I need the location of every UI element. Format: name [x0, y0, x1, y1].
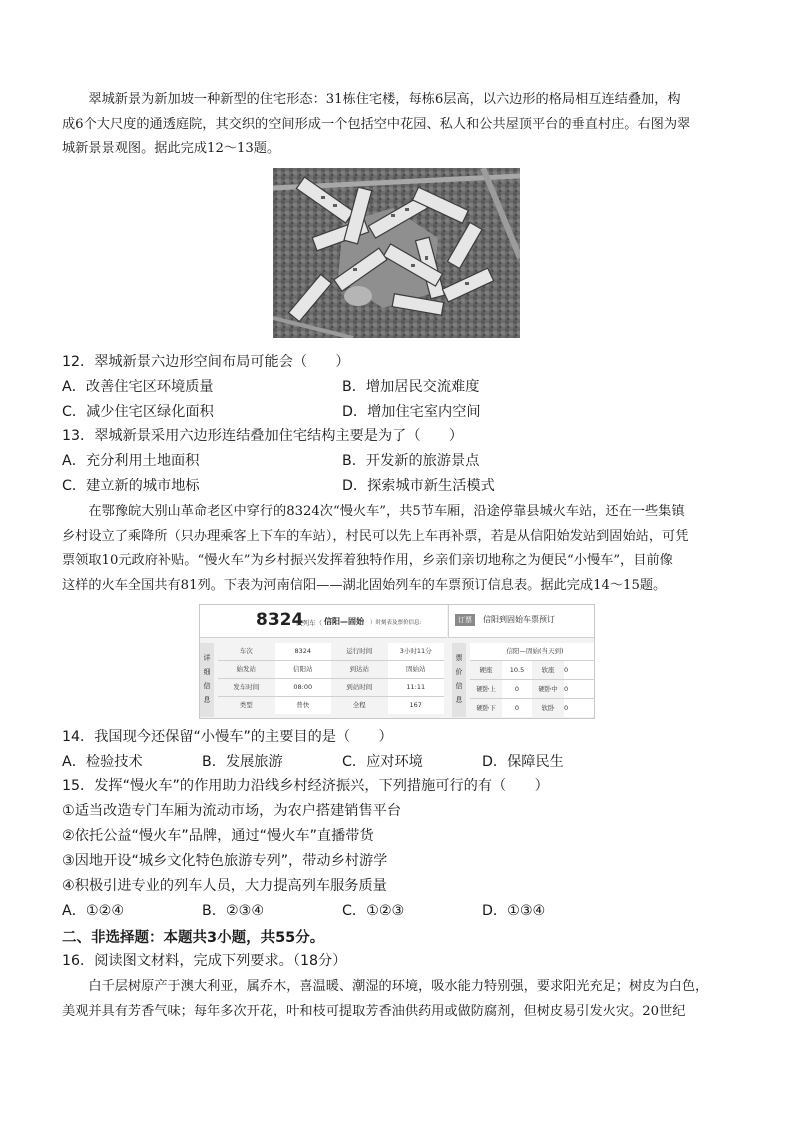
- q16-line2: 美观并具有芳香气味；每年多次开花，叶和枝可提取芳香油供药用或做防腐剂，但树皮易引发火灾。20世纪: [62, 1003, 686, 1019]
- q12-option-c: C．减少住宅区绿化面积: [62, 404, 214, 420]
- price-cell: 0: [564, 699, 594, 717]
- price-cell: 硬卧上: [476, 685, 496, 693]
- q12-option-a: A．改善住宅区环境质量: [62, 379, 214, 395]
- q15-statement-1: ①适当改造专门车厢为流动市场，为农户搭建销售平台: [62, 803, 402, 819]
- ticket-info-table: [199, 604, 595, 719]
- q13-option-a: A．充分利用土地面积: [62, 453, 200, 469]
- intro2-line4: 这样的火车全国共有81列。下表为河南信阳——湖北固始列车的车票预订信息表。据此完成14～15题。: [62, 577, 667, 593]
- ticket-right-title: 信阳到固始车票预订: [483, 615, 555, 624]
- schedule-row: [218, 679, 444, 697]
- price-cell: 0: [502, 680, 532, 698]
- side-right-char-4: 息: [455, 696, 463, 704]
- price-header: 信阳—固始(当天到): [470, 643, 595, 661]
- aerial-photo: [273, 168, 520, 338]
- intro1-line3: 城新景景观图。据此完成12～13题。: [62, 141, 281, 156]
- schedule-cell: 8324: [275, 643, 332, 660]
- aerial-photo-graphic: [273, 168, 520, 338]
- ticket-header-left: [200, 605, 447, 638]
- q15-option-a: A．①②④: [62, 903, 125, 919]
- q14-option-a: A．检验技术: [62, 754, 143, 770]
- q13-option-d: D．探索城市新生活模式: [342, 478, 495, 494]
- side-left-char-4: 息: [203, 696, 211, 704]
- q12-option-d: D．增加住宅室内空间: [342, 404, 481, 420]
- schedule-row: [218, 661, 444, 679]
- question-14-stem: 14．我国现今还保留“小慢车”的主要目的是（ ）: [62, 729, 393, 745]
- q16-passage: [62, 975, 738, 1024]
- schedule-cell: 始发站: [236, 665, 256, 673]
- schedule-cell: 到站时间: [346, 683, 373, 691]
- question-12-stem: 12．翠城新景六边形空间布局可能会（ ）: [62, 354, 350, 370]
- schedule-cell: 固始站: [388, 661, 445, 678]
- q14-option-d: D．保障民生: [482, 754, 564, 770]
- intro-passage-14-15: [62, 500, 738, 598]
- price-cell: 软座: [541, 666, 555, 674]
- ticket-route: 信阳—固始: [324, 617, 364, 626]
- schedule-cell: 11:11: [388, 679, 445, 696]
- schedule-cell: 信阳站: [275, 661, 332, 678]
- schedule-grid: [218, 643, 444, 714]
- q12-option-b: B．增加居民交流难度: [342, 379, 480, 395]
- train-number-big: 8324: [256, 610, 304, 630]
- q13-option-c: C．建立新的城市地标: [62, 478, 200, 494]
- schedule-cell: 运行时间: [346, 647, 373, 655]
- schedule-cell: 普快: [275, 697, 332, 714]
- price-grid: [470, 643, 595, 717]
- side-right-char-2: 价: [455, 668, 463, 676]
- q13-option-b: B．开发新的旅游景点: [342, 453, 480, 469]
- q15-statement-3: ③因地开设“城乡文化特色旅游专列”，带动乡村游学: [62, 853, 388, 869]
- ticket-header-right: [448, 605, 595, 638]
- side-label-detail: [200, 643, 214, 717]
- price-cell: 硬卧下: [476, 704, 496, 712]
- price-row: [470, 680, 595, 699]
- q15-statement-2: ②依托公益“慢火车”品牌，通过“慢火车”直播带货: [62, 828, 374, 844]
- q15-option-b: B．②③④: [202, 903, 265, 919]
- question-13-stem: 13．翠城新景采用六边形连结叠加住宅结构主要是为了（ ）: [62, 428, 464, 444]
- price-cell: 硬座: [479, 666, 493, 674]
- schedule-row: [218, 697, 444, 714]
- section-2-heading: 二、非选择题：本题共3小题，共55分。: [62, 930, 325, 946]
- intro2-line2: 乡村设立了乘降所（只办理乘客上下车的车站），村民可以先上车再补票，若是从信阳始发站到固始站，可凭: [62, 528, 689, 544]
- schedule-row: [218, 643, 444, 661]
- schedule-cell: 167: [388, 697, 445, 714]
- schedule-cell: 3小时11分: [388, 643, 445, 660]
- q15-statement-4: ④积极引进专业的列车人员，大力提高列车服务质量: [62, 878, 387, 894]
- side-left-char-2: 细: [203, 668, 211, 676]
- price-cell: 0: [502, 699, 532, 717]
- price-cell: 硬卧中: [538, 685, 558, 693]
- side-label-price: [452, 643, 466, 717]
- side-right-char-3: 信: [455, 682, 463, 690]
- ticket-badge: 订票: [455, 614, 475, 626]
- q14-option-b: B．发展旅游: [202, 754, 283, 770]
- q15-option-c: C．①②③: [342, 903, 405, 919]
- question-16-stem: 16．阅读图文材料，完成下列要求。（18分）: [62, 953, 347, 969]
- side-left-char-1: 详: [203, 654, 211, 662]
- side-right-char-1: 票: [455, 654, 463, 662]
- price-cell: 软卧: [541, 704, 555, 712]
- price-cell: 0: [564, 680, 594, 698]
- intro1-line2: 成6个大尺度的通透庭院，其交织的空间形成一个包括空中花园、私人和公共屋顶平台的垂直村庄。右图为翠: [62, 116, 691, 132]
- ticket-title-suffix: 次列车（: [296, 619, 322, 627]
- price-cell: 0: [564, 661, 594, 679]
- price-row: [470, 699, 595, 717]
- q15-option-d: D．①③④: [482, 903, 546, 919]
- price-cell: 10.5: [502, 661, 532, 679]
- intro2-line3: 票领取10元政府补贴。“慢火车”为乡村振兴发挥着独特作用，乡亲们亲切地称之为便民“小慢车”，目前像: [62, 553, 673, 568]
- question-15-stem: 15．发挥“慢火车”的作用助力沿线乡村经济振兴，下列措施可行的有（ ）: [62, 778, 549, 794]
- q16-line1: 白千层树原产于澳大利亚，属乔木，喜温暖、潮湿的环境，吸水能力特别强，要求阳光充足；树皮为白色，: [88, 979, 709, 994]
- side-left-char-3: 信: [203, 682, 211, 690]
- ticket-title-tail: ）时刻表及票价信息：: [370, 620, 426, 626]
- intro1-line1: 翠城新景为新加坡一种新型的住宅形态：31栋住宅楼，每栋6层高，以六边形的格局相互连结叠加，构: [88, 92, 681, 107]
- schedule-cell: 发车时间: [233, 683, 260, 691]
- intro-passage-12-13: [62, 88, 738, 162]
- price-row: [470, 661, 595, 680]
- q14-option-c: C．应对环境: [342, 754, 423, 770]
- schedule-cell: 车次: [239, 647, 253, 655]
- intro2-line1: 在鄂豫皖大别山革命老区中穿行的8324次“慢火车”，共5节车厢，沿途停靠县城火车站，还在一些集镇: [88, 504, 685, 519]
- schedule-cell: 全程: [352, 701, 366, 709]
- schedule-cell: 类型: [239, 701, 253, 709]
- schedule-cell: 到达站: [349, 665, 369, 673]
- schedule-cell: 08:00: [275, 679, 332, 696]
